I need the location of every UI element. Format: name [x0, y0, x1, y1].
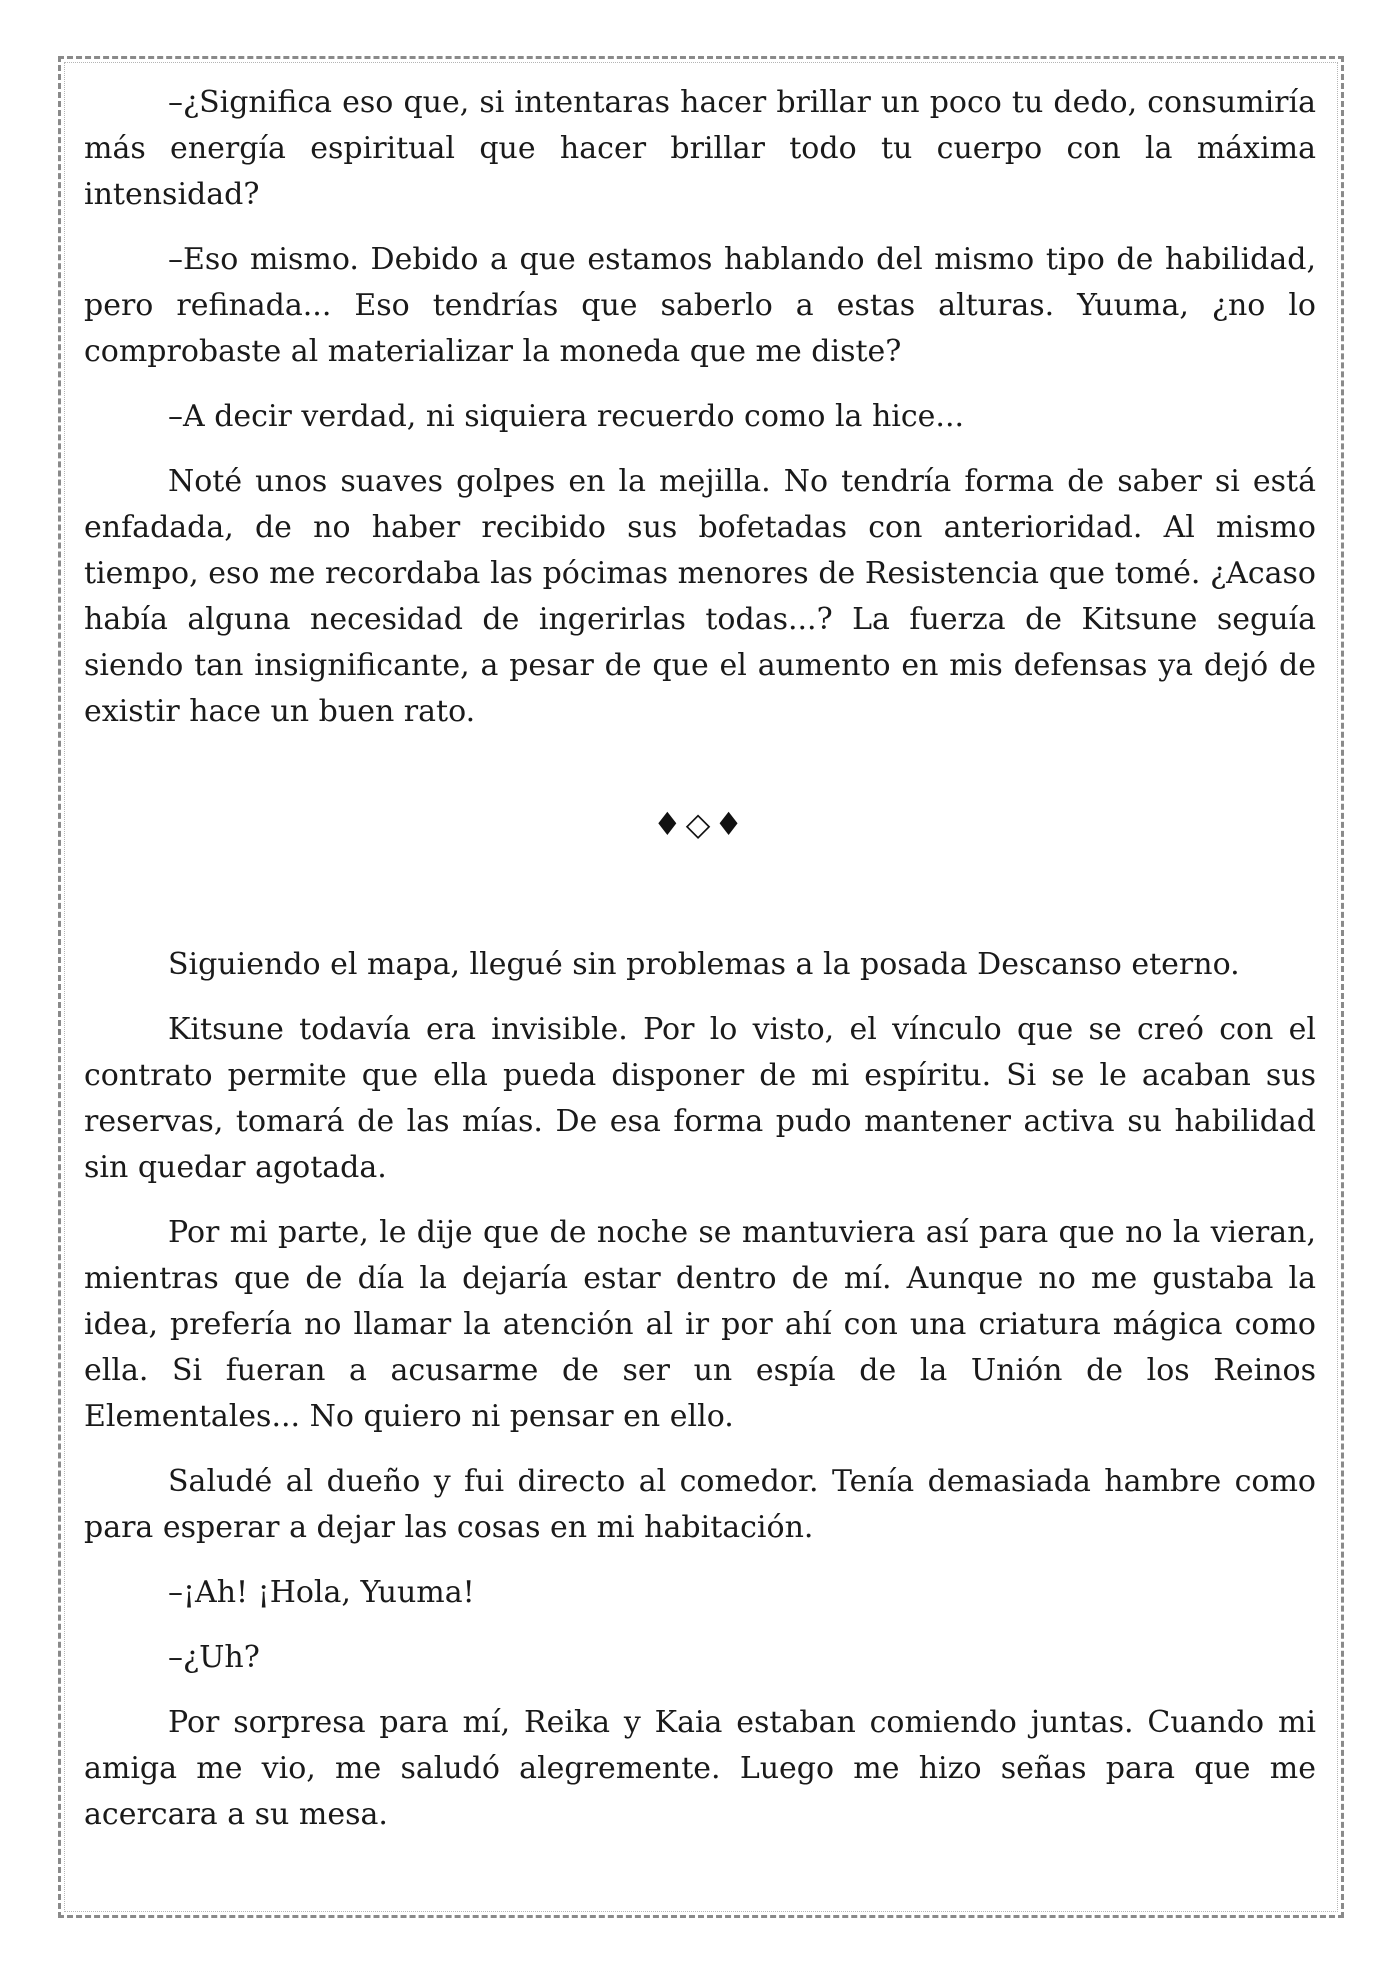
paragraph: Por sorpresa para mí, Reika y Kaia estaban comiendo juntas. Cuando mi amiga me vio, me saludó alegremente. Luego me hizo señas para que me acercara a su mesa.	[84, 1705, 1316, 1832]
paragraph: Kitsune todavía era invisible. Por lo visto, el vínculo que se creó con el contrato permite que ella pueda disponer de mi espíritu. Si se le acaban sus reservas, tomará de las mías. De esa forma pudo mantener activa su habilidad sin quedar agotada.	[84, 1012, 1316, 1185]
paragraph: –¿Significa eso que, si intentaras hacer brillar un poco tu dedo, consumiría más energía espiritual que hacer brillar todo tu cuerpo con la máxima intensidad?	[84, 85, 1316, 212]
paragraph: –¿Uh?	[168, 1640, 260, 1675]
paragraph: Saludé al dueño y fui directo al comedor. Tenía demasiada hambre como para esperar a dejar las cosas en mi habitación.	[84, 1464, 1316, 1545]
paragraph: Noté unos suaves golpes en la mejilla. No tendría forma de saber si está enfadada, de no haber recibido sus bofetadas con anterioridad. Al mismo tiempo, eso me recordaba las pócimas menores de Resistencia que tomé. ¿Acaso había alguna necesidad de ingerirlas todas...? La fuerza de Kitsune seguía siendo tan insignificante, a pesar de que el aumento en mis defensas ya dejó de existir hace un buen rato.	[84, 464, 1316, 729]
paragraph: –A decir verdad, ni siquiera recuerdo como la hice...	[168, 399, 965, 434]
paragraph: –¡Ah! ¡Hola, Yuuma!	[168, 1575, 475, 1610]
paragraph: –Eso mismo. Debido a que estamos hablando del mismo tipo de habilidad, pero refinada... Eso tendrías que saberlo a estas alturas. Yuuma, ¿no lo comprobaste al materializar la moneda que me diste?	[84, 242, 1316, 369]
paragraph: Siguiendo el mapa, llegué sin problemas a la posada Descanso eterno.	[168, 947, 1240, 982]
paragraph: Por mi parte, le dije que de noche se mantuviera así para que no la vieran, mientras que de día la dejaría estar dentro de mí. Aunque no me gustaba la idea, prefería no llamar la atención al ir por ahí con una criatura mágica como ella. Si fueran a acusarme de ser un espía de la Unión de los Reinos Elementales... No quiero ni pensar en ello.	[84, 1215, 1316, 1434]
document-body	[84, 80, 1316, 1857]
section-separator: ♦◇♦	[653, 805, 747, 843]
